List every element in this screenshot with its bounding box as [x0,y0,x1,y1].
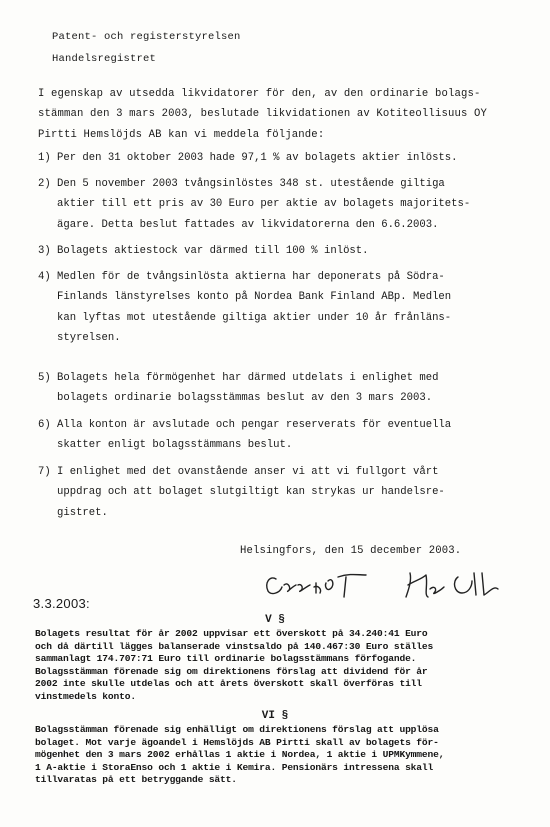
item-line: aktier till ett pris av 30 Euro per aktie av bolagets majoritets- [57,198,471,211]
section-line: vinstmedels konto. [35,690,136,702]
section-line: och då därtill lägges balanserade vinstsaldo på 140.467:30 Euro ställes [35,640,434,652]
item-line: uppdrag och att bolaget slutgiltigt kan strykas ur handelsre- [57,486,445,499]
item-line: ägare. Detta beslut fattades av likvidatorerna den 6.6.2003. [57,218,439,231]
section-line: sammanlagt 174.707:71 Euro till ordinarie bolagsstämmans förfogande. [35,653,417,665]
place-date-line: Helsingfors, den 15 december 2003. [240,545,462,557]
item-number: 3) [38,245,51,257]
item-line: Medlen för de tvångsinlösta aktierna har deponerats på Södra- [57,271,445,283]
item-number: 6) [38,419,51,431]
item-line: I enlighet med det ovanstående anser vi att vi fullgort vårt [57,466,439,478]
item-number: 4) [38,271,51,283]
section-line: mögenhet den 3 mars 2002 erhållas 1 aktie i Nordea, 1 aktie i UPMKymmene, [35,749,445,761]
item-line: Alla konton är avslutade och pengar reserverats för eventuella [57,419,452,431]
item-line: kan lyftas mot utestående giltiga aktier under 10 år frånläns- [57,311,452,324]
intro-line: Pirtti Hemslöjds AB kan vi meddela följande: [38,128,325,141]
section-date-label: 3.3.2003: [33,596,90,611]
item-number: 2) [38,178,51,190]
item-line: Bolagets aktiestock var därmed till 100 % inlöst. [57,245,369,257]
item-number: 1) [38,152,51,164]
section-5-text [35,628,433,704]
item-number: 7) [38,466,51,478]
item-line: gistret. [57,506,108,519]
item-line: Per den 31 oktober 2003 hade 97,1 % av bolagets aktier inlösts. [57,152,458,164]
recipient-line-1: Patent- och registerstyrelsen [52,31,241,43]
section-5-heading: V § [265,614,285,626]
section-line: 1 A-aktie i StoraEnso och 1 aktie i Kemira. Pensionärs intressena skall [35,761,434,773]
signatures-image [262,563,542,605]
item-number: 5) [38,372,51,384]
section-line: bolaget. Mot varje ägoandel i Hemslöjds AB Pirtti skall av bolagets för- [35,736,439,748]
item-line: bolagets ordinarie bolagsstämmas beslut av den 3 mars 2003. [57,392,433,405]
section-line: 2002 inte skulle utdelas och att årets överskott skall överföras till [35,678,422,690]
section-6-text [35,724,444,787]
item-line: styrelsen. [57,331,121,344]
section-line: Bolagsstämman förenade sig om direktionens förslag att dividend för år [35,665,428,677]
intro-line: I egenskap av utsedda likvidatorer för den, av den ordinarie bolags- [38,88,481,100]
section-line: Bolagets resultat för år 2002 uppvisar ett överskott på 34.240:41 Euro [35,628,428,639]
section-line: tillvaratas på ett betryggande sätt. [35,774,237,786]
item-line: Den 5 november 2003 tvångsinlöstes 348 st. utestående giltiga [57,178,445,190]
recipient-line-2: Handelsregistret [52,53,157,65]
intro-line: stämman den 3 mars 2003, beslutade likvidationen av Kotiteollisuus OY [38,108,488,121]
item-line: Finlands länstyrelses konto på Nordea Bank Finland ABp. Medlen [57,291,452,304]
section-line: Bolagsstämman förenade sig enhälligt om direktionens förslag att upplösa [35,724,439,735]
item-line: skatter enligt bolagsstämmans beslut. [57,439,293,452]
intro-paragraph [38,84,487,145]
section-6-heading: VI § [261,710,289,722]
item-line: Bolagets hela förmögenhet har därmed utdelats i enlighet med [57,372,439,384]
